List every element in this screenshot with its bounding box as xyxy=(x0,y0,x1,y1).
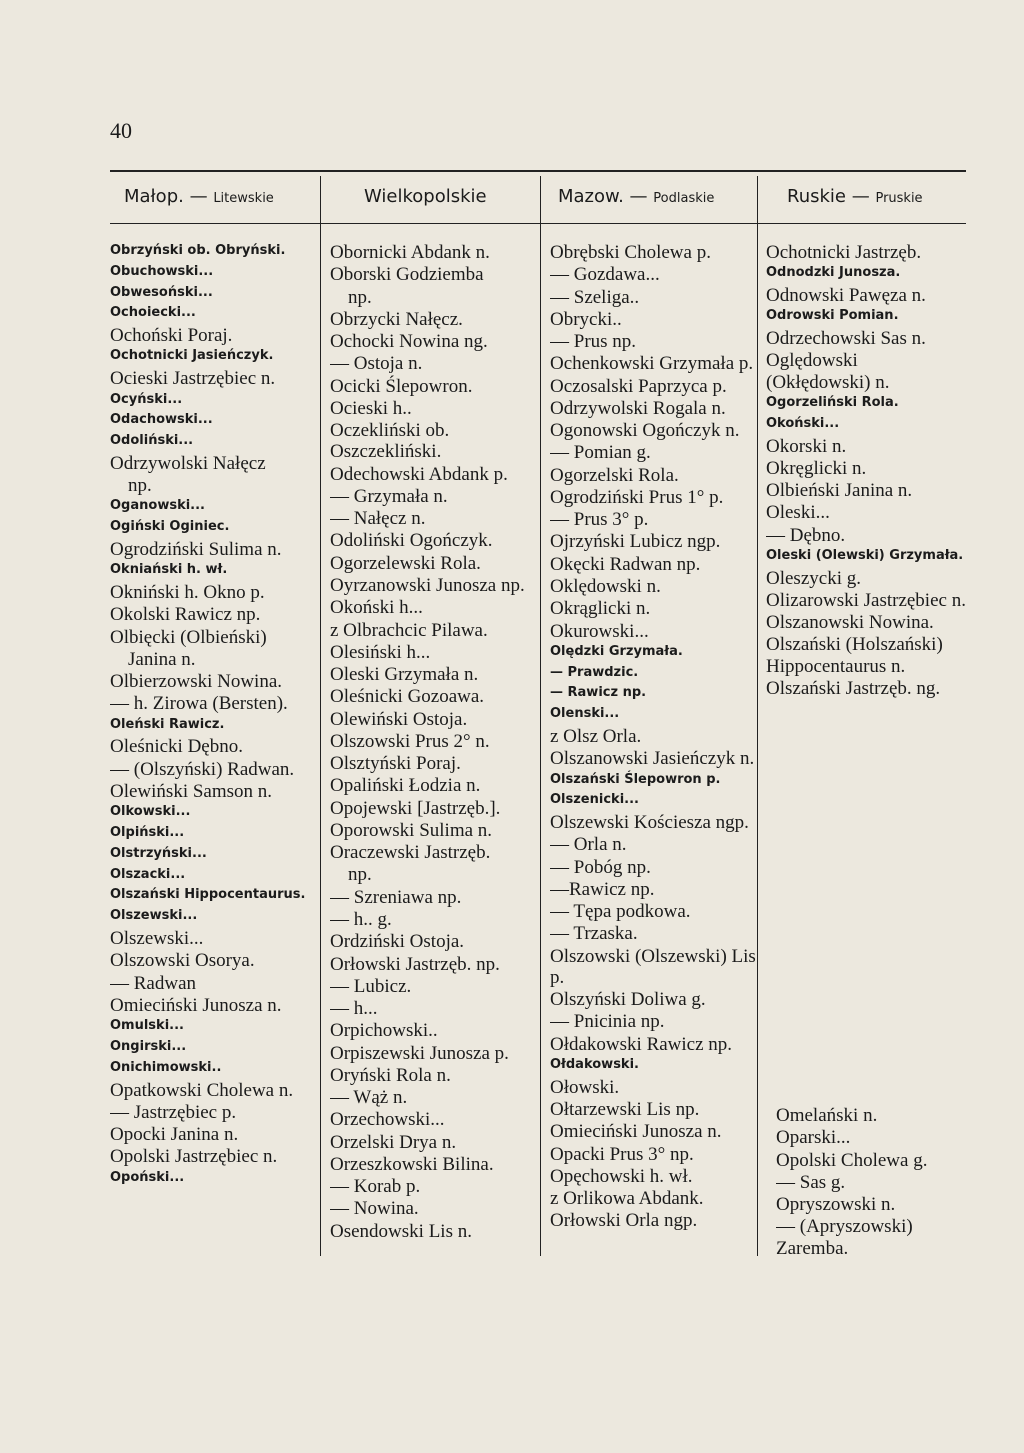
surname-entry: Ogonowski Ogończyk n. xyxy=(550,420,740,442)
surname-entry: Oraczewski Jastrzęb. xyxy=(330,842,491,864)
surname-entry: Olszenicki... xyxy=(550,792,639,808)
surname-entry: Orłowski Jastrzęb. np. xyxy=(330,953,500,975)
surname-entry: Opacki Prus 3° np. xyxy=(550,1143,694,1165)
surname-entry: np. xyxy=(348,864,372,886)
surname-entry: Ogrodziński Prus 1° p. xyxy=(550,486,724,508)
surname-entry: Opęchowski h. wł. xyxy=(550,1165,693,1187)
surname-entry: Oględowski (Okłędowski) n. xyxy=(766,350,890,393)
surname-entry: Opolski Jastrzębiec n. xyxy=(110,1146,278,1168)
surname-entry: Olszewski Kościesza ngp. xyxy=(550,812,749,834)
surname-entry: — Gozdawa... xyxy=(550,264,660,286)
surname-entry: Okniński h. Okno p. xyxy=(110,582,265,604)
surname-entry: Olbierzowski Nowina. xyxy=(110,671,283,693)
surname-entry: — Nałęcz n. xyxy=(330,508,426,530)
surname-entry: — Ostoja n. xyxy=(330,353,423,375)
surname-entry: Olbieński Janina n. xyxy=(766,480,913,502)
surname-entry: Oczosalski Paprzyca p. xyxy=(550,375,727,397)
surname-entry: Omieciński Junosza n. xyxy=(550,1121,722,1143)
header-col2 xyxy=(364,186,487,207)
surname-entry: — Sas g. xyxy=(776,1171,846,1193)
top-rule xyxy=(110,170,966,172)
header-col1-dash: — xyxy=(189,186,208,207)
header-col4 xyxy=(787,186,923,207)
surname-entry: Okoński... xyxy=(766,415,840,431)
surname-entry: —Rawicz np. xyxy=(550,878,655,900)
surname-entry: Ocicki Ślepowron. xyxy=(330,375,473,397)
surname-entry: Odrzywolski Rogala n. xyxy=(550,397,726,419)
surname-entry: Ogrodziński Sulima n. xyxy=(110,539,282,561)
surname-entry: np. xyxy=(128,475,152,497)
surname-entry: Olszowski Prus 2° n. xyxy=(330,730,490,752)
header-col3-dash: — xyxy=(629,186,648,207)
surname-entry: Ochoiecki... xyxy=(110,305,196,321)
column-malop-litewskie xyxy=(110,241,320,1188)
surname-entry: Okurowski... xyxy=(550,620,649,642)
surname-entry: Osendowski Lis n. xyxy=(330,1220,472,1242)
surname-entry: Olewiński Samson n. xyxy=(110,781,273,803)
header-col1 xyxy=(124,186,274,207)
header-col3 xyxy=(558,186,714,207)
surname-entry: Olszanowski Nowina. xyxy=(766,612,934,634)
surname-entry: Orpiszewski Junosza p. xyxy=(330,1042,509,1064)
surname-entry: Oleński Rawicz. xyxy=(110,716,225,732)
surname-entry: Omieciński Junosza n. xyxy=(110,994,282,1016)
surname-entry: Oleski Grzymała n. xyxy=(330,664,479,686)
surname-entry: np. xyxy=(348,286,372,308)
surname-entry: Opryszowski n. xyxy=(776,1194,896,1216)
divider-1 xyxy=(320,176,321,1256)
page-number: 40 xyxy=(110,118,132,143)
surname-entry: Oczekliński ob. Oszczekliński. xyxy=(330,420,450,463)
surname-entry: — Trzaska. xyxy=(550,923,638,945)
column-ruskie-pruskie-lower xyxy=(776,1104,976,1259)
surname-entry: — Pobóg np. xyxy=(550,856,651,878)
surname-entry: Oparski... xyxy=(776,1127,851,1149)
surname-entry: Omelański n. xyxy=(776,1105,878,1126)
surname-entry: Orzelski Drya n. xyxy=(330,1131,457,1153)
surname-entry: Oyrzanowski Junosza np. xyxy=(330,574,525,596)
surname-entry: Oporowski Sulima n. xyxy=(330,819,493,841)
surname-entry: Okolski Rawicz np. xyxy=(110,604,261,626)
surname-entry: z Olsz Orla. xyxy=(550,725,642,747)
divider-2 xyxy=(540,176,541,1256)
surname-entry: Oganowski... xyxy=(110,498,205,514)
surname-entry: Obrzyński ob. Obryński. xyxy=(110,243,286,258)
header-col3-sub: Podlaskie xyxy=(653,191,715,206)
surname-entry: Olszowski (Olszewski) Lis p. xyxy=(550,945,756,988)
surname-entry: — Dębno. xyxy=(766,524,846,546)
surname-entry: Olszański Jastrzęb. ng. xyxy=(766,677,941,699)
surname-entry: Olszyński Doliwa g. xyxy=(550,989,706,1011)
surname-entry: Odachowski... xyxy=(110,412,213,428)
surname-entry: z Orlikowa Abdank. xyxy=(550,1188,704,1210)
surname-entry: Ogorzelewski Rola. xyxy=(330,552,481,574)
surname-entry: — Grzymała n. xyxy=(330,485,448,507)
surname-entry: — Radwan xyxy=(110,972,197,994)
surname-entry: Orpichowski.. xyxy=(330,1020,438,1042)
surname-entry: Orłowski Orla ngp. xyxy=(550,1210,698,1232)
surname-entry: Ongirski... xyxy=(110,1038,187,1054)
surname-entry: Olszacki... xyxy=(110,866,186,882)
surname-entry: Ochotnicki Jastrzęb. xyxy=(766,242,922,263)
surname-entry: Omulski... xyxy=(110,1018,184,1034)
surname-entry: Odoliński... xyxy=(110,433,194,449)
surname-entry: — (Apryszowski) Zaremba. xyxy=(776,1216,913,1259)
surname-entry: Obwesoński... xyxy=(110,284,213,300)
surname-entry: — Szeliga.. xyxy=(550,286,640,308)
surname-entry: Olbięcki (Olbieński) xyxy=(110,626,267,648)
surname-entry: — Jastrzębiec p. xyxy=(110,1101,237,1123)
surname-entry: — Orla n. xyxy=(550,834,627,856)
surname-entry: Olenski... xyxy=(550,706,620,722)
surname-entry: Obrębski Cholewa p. xyxy=(550,242,711,263)
column-mazow-podlaskie xyxy=(550,241,760,1232)
surname-entry: Oklędowski n. xyxy=(550,575,661,597)
surname-entry: Obrzycki Nałęcz. xyxy=(330,308,463,330)
surname-entry: — Pomian g. xyxy=(550,442,651,464)
surname-entry: Opoński... xyxy=(110,1169,185,1185)
surname-entry: — Prus np. xyxy=(550,331,637,353)
surname-entry: Opojewski [Jastrzęb.]. xyxy=(330,797,501,819)
surname-entry: — Szreniawa np. xyxy=(330,886,462,908)
surname-entry: Olkowski... xyxy=(110,804,191,820)
surname-entry: Odrowski Pomian. xyxy=(766,308,899,324)
surname-entry: Ochoński Poraj. xyxy=(110,325,233,347)
surname-entry: Olszański Hippocentaurus. xyxy=(110,887,306,903)
surname-entry: — Pnicinia np. xyxy=(550,1011,665,1033)
surname-entry: Olszewski... xyxy=(110,928,204,950)
surname-entry: Janina n. xyxy=(128,648,196,670)
surname-entry: Okoński h... xyxy=(330,597,423,619)
surname-entry: — h. Zirowa (Bersten). xyxy=(110,693,288,715)
surname-entry: Olszański Ślepowron p. xyxy=(550,771,721,787)
surname-entry: Opatkowski Cholewa n. xyxy=(110,1079,294,1101)
surname-entry: Oleszycki g. xyxy=(766,567,861,589)
surname-entry: Olesiński h... xyxy=(330,641,431,663)
header-col3-main: Mazow. xyxy=(558,186,624,207)
surname-entry: Oleśnicki Gozoawa. xyxy=(330,686,485,708)
header-col4-dash: — xyxy=(851,186,870,207)
surname-entry: Olsztyński Poraj. xyxy=(330,753,461,775)
surname-entry: Odrzywolski Nałęcz xyxy=(110,452,266,474)
header-col1-main: Małop. xyxy=(124,186,184,207)
surname-entry: Olpiński... xyxy=(110,825,185,841)
surname-entry: Olędzki Grzymała. xyxy=(550,643,683,659)
surname-entry: Ochotnicki Jasieńczyk. xyxy=(110,348,274,364)
surname-entry: Ogorzeliński Rola. xyxy=(766,394,899,410)
surname-entry: Ochenkowski Grzymała p. xyxy=(550,353,754,375)
surname-entry: — Prawdzic. xyxy=(550,664,639,680)
header-col4-sub: Pruskie xyxy=(875,191,923,206)
surname-entry: Ołowski. xyxy=(550,1076,620,1098)
surname-entry: Oleski (Olewski) Grzymała. xyxy=(766,547,964,563)
surname-entry: Odrzechowski Sas n. xyxy=(766,328,926,350)
header-col4-main: Ruskie xyxy=(787,186,846,207)
surname-entry: Ogiński Oginiec. xyxy=(110,519,230,535)
surname-entry: — Rawicz np. xyxy=(550,685,647,701)
surname-entry: — (Olszyński) Radwan. xyxy=(110,758,295,780)
surname-entry: z Olbrachcic Pilawa. xyxy=(330,619,488,641)
column-wielkopolskie xyxy=(330,241,540,1242)
surname-entry: — Prus 3° p. xyxy=(550,509,649,531)
surname-entry: Okorski n. xyxy=(766,435,847,457)
surname-entry: Odoliński Ogończyk. xyxy=(330,530,493,552)
surname-entry: Ocyński... xyxy=(110,391,183,407)
surname-entry: Olszowski Osorya. xyxy=(110,950,255,972)
surname-entry: Olstrzyński... xyxy=(110,845,207,861)
surname-entry: Obornicki Abdank n. xyxy=(330,242,490,263)
surname-entry: Oleski... xyxy=(766,502,830,524)
surname-entry: Ołdakowski Rawicz np. xyxy=(550,1033,733,1055)
surname-entry: — h... xyxy=(330,998,378,1020)
column-ruskie-pruskie xyxy=(766,241,966,699)
surname-entry: Ordziński Ostoja. xyxy=(330,931,465,953)
surname-entry: Oborski Godziemba xyxy=(330,264,484,286)
surname-entry: Olizarowski Jastrzębiec n. xyxy=(766,589,966,611)
surname-entry: Obrycki.. xyxy=(550,308,622,330)
surname-entry: Orzechowski... xyxy=(330,1109,445,1131)
surname-entry: Olszanowski Jasieńczyk n. xyxy=(550,748,755,770)
surname-entry: Opolski Cholewa g. xyxy=(776,1149,928,1171)
surname-entry: Oleśnicki Dębno. xyxy=(110,736,243,758)
surname-entry: Okęcki Radwan np. xyxy=(550,553,701,575)
header-col2-main: Wielkopolskie xyxy=(364,186,487,207)
surname-entry: Olszewski... xyxy=(110,908,198,924)
surname-entry: Olewiński Ostoja. xyxy=(330,708,468,730)
surname-entry: Olszański (Holszański) Hippocentaurus n. xyxy=(766,634,943,677)
surname-entry: Opocki Janina n. xyxy=(110,1124,239,1146)
surname-entry: Ogorzelski Rola. xyxy=(550,464,679,486)
surname-entry: Onichimowski.. xyxy=(110,1059,222,1075)
surname-entry: Odechowski Abdank p. xyxy=(330,463,508,485)
surname-entry: Ochocki Nowina ng. xyxy=(330,331,488,353)
surname-entry: Okniański h. wł. xyxy=(110,562,228,578)
surname-entry: Ojrzyński Lubicz ngp. xyxy=(550,531,721,553)
surname-entry: Odnodzki Junosza. xyxy=(766,265,901,281)
surname-entry: Odnowski Pawęza n. xyxy=(766,285,926,307)
surname-entry: Ocieski Jastrzębiec n. xyxy=(110,368,276,390)
surname-entry: Ocieski h.. xyxy=(330,397,412,419)
surname-entry: Opaliński Łodzia n. xyxy=(330,775,481,797)
surname-entry: Orzeszkowski Bilina. xyxy=(330,1153,494,1175)
surname-entry: Ołtarzewski Lis np. xyxy=(550,1099,700,1121)
surname-entry: Okrąglicki n. xyxy=(550,598,651,620)
surname-entry: Ołdakowski. xyxy=(550,1057,639,1073)
surname-entry: — Tępa podkowa. xyxy=(550,901,691,923)
surname-entry: — Korab p. xyxy=(330,1176,421,1198)
header-col1-sub: Litewskie xyxy=(213,191,274,206)
surname-entry: Okręglicki n. xyxy=(766,457,867,479)
surname-entry: Obuchowski... xyxy=(110,263,214,279)
surname-entry: — h.. g. xyxy=(330,908,392,930)
surname-entry: — Lubicz. xyxy=(330,975,412,997)
header-rule xyxy=(110,223,966,224)
surname-entry: Oryński Rola n. xyxy=(330,1064,451,1086)
surname-entry: — Wąż n. xyxy=(330,1087,408,1109)
surname-entry: — Nowina. xyxy=(330,1198,419,1220)
